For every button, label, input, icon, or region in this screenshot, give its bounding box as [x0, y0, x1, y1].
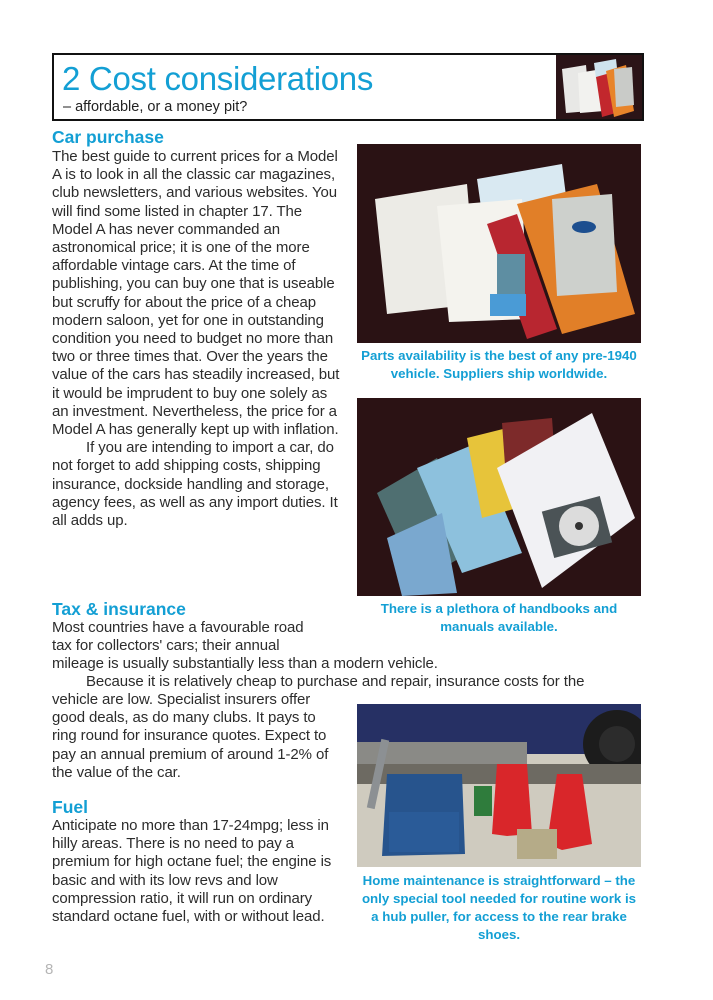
handbooks-manuals-photo [357, 398, 641, 596]
chapter-subtitle: – affordable, or a money pit? [63, 99, 248, 115]
tax-line: tax for collectors' cars; their annual [52, 637, 280, 654]
tools-jack-stands-photo [357, 704, 641, 867]
tax-line: Because it is relatively cheap to purchase and repair, insurance costs for the [86, 673, 585, 690]
tax-line: Most countries have a favourable road [52, 619, 304, 636]
tax-paragraph-continued: vehicle are low. Specialist insurers offer good deals, as do many clubs. It pays to ring round for insurance quotes. Expect to pay an annual premium of around 1-2% of the value of the car. [52, 691, 329, 781]
figure-caption: Home maintenance is straightforward – the only special tool needed for routine work is a hub puller, for access to the rear brake shoes. [361, 873, 637, 942]
section-heading-car-purchase: Car purchase [52, 127, 164, 147]
parts-catalogues-photo [357, 144, 641, 343]
figure-caption: Parts availability is the best of any pre-1940 vehicle. Suppliers ship worldwide. [361, 348, 637, 381]
figure-caption: There is a plethora of handbooks and manuals available. [380, 601, 618, 634]
section-heading-tax-insurance: Tax & insurance [52, 599, 186, 619]
section-heading-fuel: Fuel [52, 797, 88, 817]
tax-line: mileage is usually substantially less than a modern vehicle. [52, 655, 438, 672]
section-body-car-purchase [52, 148, 340, 530]
chapter-title: 2 Cost considerations [62, 60, 374, 97]
page-number: 8 [45, 961, 54, 978]
paragraph: If you are intending to import a car, do not forget to add shipping costs, shipping insurance, dockside handling and storage, agency fees, as well as any import duties. It all adds up. [52, 439, 338, 530]
paragraph: The best guide to current prices for a Model A is to look in all the classic car magazines, club newsletters, and various websites. You will find some listed in chapter 17. The Model A has never commanded an astronomical price; it is one of the more affordable vintage cars. At the time of publishing, you can buy one that is useable but scruffy for about the price of a cheap modern saloon, yet for one in outstanding condition you need to budget no more than two or three times that. Over the years the value of the cars has steadily increased, but it would be imprudent to buy one solely as an investment. Nevertheless, the price for a Model A has generally kept up with inflation. [52, 148, 340, 439]
section-body-fuel: Anticipate no more than 17-24mpg; less in hilly areas. There is no need to pay a premium for high octane fuel; the engine is basic and with its low revs and low compression ratio, it will run on ordinary standard octane fuel, with or without lead. [52, 817, 332, 926]
chapter-header [52, 53, 644, 121]
magazines-thumbnail-image [556, 55, 642, 119]
